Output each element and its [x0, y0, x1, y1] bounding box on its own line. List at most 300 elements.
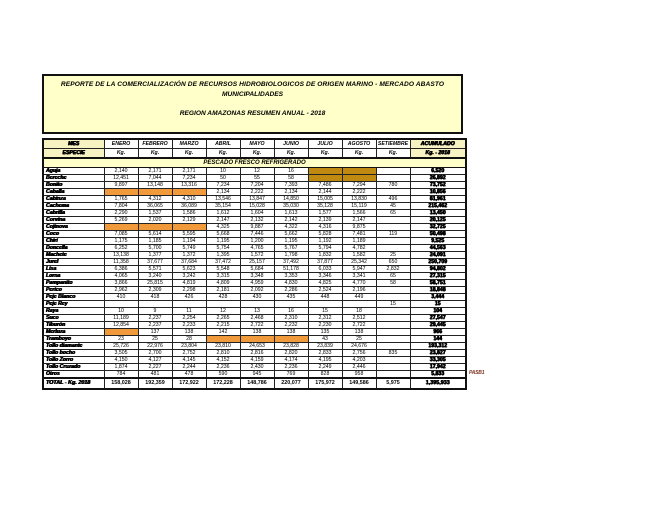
month-value-cell: 15 [308, 308, 342, 315]
table-row [43, 294, 466, 301]
month-value-cell: 1,612 [206, 210, 240, 217]
month-value-cell: 430 [240, 294, 274, 301]
month-value-cell: 2,756 [342, 350, 376, 357]
accumulated-cell: 215,462 [410, 203, 466, 210]
report-title-line1: REPORTE DE LA COMERCIALIZACIÓN DE RECURSOS HIDROBIOLOGICOS DE ORIGEN MARINO - MERCADO ABASTO [60, 81, 445, 88]
month-value-cell: 4,830 [274, 280, 308, 287]
species-cell: Peje Rey [43, 301, 104, 308]
month-value-cell: 2,810 [206, 350, 240, 357]
month-value-cell: 449 [342, 294, 376, 301]
month-value-cell: 9,887 [240, 224, 274, 231]
report-title-box [42, 74, 463, 134]
month-value-cell: 2,236 [274, 364, 308, 371]
month-value-cell: 50 [206, 175, 240, 182]
accumulated-cell: 13,450 [410, 210, 466, 217]
total-month-cell: 158,028 [104, 378, 138, 389]
section-header-row [43, 158, 466, 168]
species-cell: Peje Blanco [43, 294, 104, 301]
month-value-cell: 23,810 [206, 343, 240, 350]
table-row [43, 231, 466, 238]
accumulated-cell: 81,961 [410, 196, 466, 203]
month-value-cell: 2,139 [308, 217, 342, 224]
month-value-cell: 3,341 [342, 273, 376, 280]
month-value-cell: 2,820 [274, 350, 308, 357]
species-cell: Doncella [43, 245, 104, 252]
table-row [43, 322, 466, 329]
unit-header: Kg. [274, 149, 308, 159]
month-value-cell: 2,832 [376, 266, 410, 273]
month-value-cell [376, 238, 410, 245]
column-header: ACUMULADO [410, 139, 466, 149]
month-value-cell: 1,604 [240, 210, 274, 217]
month-value-cell [376, 322, 410, 329]
month-value-cell: 1,572 [240, 252, 274, 259]
species-cell: Tollo bocho [43, 350, 104, 357]
month-value-cell: 2,233 [172, 322, 206, 329]
month-value-cell: 4,159 [240, 357, 274, 364]
month-value-cell: 2,092 [240, 287, 274, 294]
month-value-cell: 35,030 [274, 203, 308, 210]
accumulated-cell: 50,498 [410, 231, 466, 238]
unit-header: Kg. [104, 149, 138, 159]
species-cell: Tiburón [43, 322, 104, 329]
month-value-cell: 2,171 [172, 168, 206, 175]
month-value-cell: 410 [104, 294, 138, 301]
month-value-cell: 16 [274, 168, 308, 175]
month-value-cell: 37,877 [308, 259, 342, 266]
unit-header: Kg. [240, 149, 274, 159]
month-value-cell: 1,192 [308, 238, 342, 245]
month-value-cell: 2,700 [138, 350, 172, 357]
header-row-units [43, 149, 466, 159]
month-value-cell [104, 189, 138, 196]
species-cell: Tollo Zorro [43, 357, 104, 364]
month-value-cell: 5,548 [206, 266, 240, 273]
month-value-cell: 1,377 [138, 252, 172, 259]
month-value-cell: 1,798 [274, 252, 308, 259]
month-value-cell: 15 [376, 301, 410, 308]
month-value-cell: 6,386 [104, 266, 138, 273]
species-cell: Lorna [43, 273, 104, 280]
month-value-cell: 4,765 [240, 245, 274, 252]
month-value-cell: 5,595 [172, 231, 206, 238]
month-value-cell [376, 343, 410, 350]
month-value-cell: 835 [376, 350, 410, 357]
month-value-cell: 51,178 [274, 266, 308, 273]
month-value-cell: 496 [376, 196, 410, 203]
species-cell: Tramboyo [43, 336, 104, 343]
total-month-cell: 172,922 [172, 378, 206, 389]
month-value-cell: 2,134 [274, 189, 308, 196]
section-header: PESCADO FRESCO REFRIGERADO [43, 158, 466, 168]
table-row [43, 224, 466, 231]
species-cell: Perico [43, 287, 104, 294]
total-label: TOTAL - Kg. 2018 [43, 378, 104, 389]
month-value-cell: 9,897 [104, 182, 138, 189]
species-cell: Machete [43, 252, 104, 259]
accumulated-cell: 9,525 [410, 238, 466, 245]
species-cell: Tollo diamante [43, 343, 104, 350]
month-value-cell: 2,254 [172, 315, 206, 322]
month-value-cell: 25 [376, 252, 410, 259]
species-cell: Tollo Cruzado [43, 364, 104, 371]
month-value-cell [274, 336, 308, 343]
month-value-cell: 3,866 [104, 280, 138, 287]
month-value-cell: 2,196 [342, 287, 376, 294]
table-row [43, 343, 466, 350]
table-row [43, 266, 466, 273]
month-value-cell: 2,309 [138, 287, 172, 294]
accumulated-cell: 193,312 [410, 343, 466, 350]
month-value-cell: 3,505 [104, 350, 138, 357]
total-month-cell: 149,586 [342, 378, 376, 389]
unit-header: Kg. [308, 149, 342, 159]
total-month-cell: 175,972 [308, 378, 342, 389]
month-value-cell: 5,767 [274, 245, 308, 252]
month-value-cell: 1,194 [172, 238, 206, 245]
species-cell: Merluza [43, 329, 104, 336]
month-value-cell: 7,294 [342, 182, 376, 189]
month-value-cell: 58 [274, 175, 308, 182]
table-row [43, 364, 466, 371]
column-header: MAYO [240, 139, 274, 149]
month-value-cell: 16 [274, 308, 308, 315]
month-value-cell: 1,832 [308, 252, 342, 259]
month-value-cell [376, 315, 410, 322]
month-value-cell: 2,237 [138, 315, 172, 322]
month-value-cell: 1,200 [240, 238, 274, 245]
species-cell: Cabinza [43, 196, 104, 203]
month-value-cell: 945 [240, 371, 274, 379]
month-value-cell: 12,451 [104, 175, 138, 182]
table-row [43, 301, 466, 308]
month-value-cell [172, 301, 206, 308]
species-cell: Aguja [43, 168, 104, 175]
month-value-cell [376, 217, 410, 224]
species-cell: Otros [43, 371, 104, 379]
month-value-cell: 3,240 [138, 273, 172, 280]
month-value-cell: 4,825 [308, 280, 342, 287]
month-value-cell: 13,830 [342, 196, 376, 203]
month-value-cell: 35,154 [206, 203, 240, 210]
unit-header: Kg. [138, 149, 172, 159]
month-value-cell: 13,138 [104, 252, 138, 259]
month-value-cell: 5,684 [240, 266, 274, 273]
accumulated-cell: 104 [410, 308, 466, 315]
accumulated-cell: 3,444 [410, 294, 466, 301]
month-value-cell: 37,492 [274, 259, 308, 266]
month-value-cell: 23,839 [308, 343, 342, 350]
month-value-cell [138, 301, 172, 308]
month-value-cell: 3,315 [206, 273, 240, 280]
species-cell: Raya [43, 308, 104, 315]
accumulated-cell: 15 [410, 301, 466, 308]
accumulated-cell: 27,547 [410, 315, 466, 322]
accumulated-cell: 18,848 [410, 287, 466, 294]
month-value-cell: 12,854 [104, 322, 138, 329]
month-value-cell [376, 224, 410, 231]
month-value-cell [376, 329, 410, 336]
month-value-cell: 37,472 [206, 259, 240, 266]
month-value-cell: 10 [104, 308, 138, 315]
month-value-cell: 2,286 [274, 287, 308, 294]
month-value-cell [308, 301, 342, 308]
month-value-cell: 15,028 [240, 203, 274, 210]
table-row [43, 217, 466, 224]
unit-header: Kg. [376, 149, 410, 159]
month-value-cell: 2,816 [240, 350, 274, 357]
month-value-cell: 23 [104, 336, 138, 343]
unit-header: ESPECIE [43, 149, 104, 159]
accumulated-cell: 24,091 [410, 252, 466, 259]
table-row [43, 273, 466, 280]
month-value-cell: 1,577 [308, 210, 342, 217]
table-row [43, 238, 466, 245]
month-value-cell [376, 168, 410, 175]
month-value-cell: 2,232 [274, 322, 308, 329]
month-value-cell [138, 224, 172, 231]
month-value-cell: 18 [342, 308, 376, 315]
month-value-cell: 1,765 [104, 196, 138, 203]
month-value-cell: 4,959 [240, 280, 274, 287]
accumulated-cell: 33,305 [410, 357, 466, 364]
month-value-cell: 12 [240, 168, 274, 175]
table-row [43, 371, 466, 379]
month-value-cell [104, 329, 138, 336]
species-cell: Corvina [43, 217, 104, 224]
table-row [43, 308, 466, 315]
unit-header: Kg. [172, 149, 206, 159]
month-value-cell: 7,393 [274, 182, 308, 189]
month-value-cell: 2,222 [342, 189, 376, 196]
month-value-cell: 13,148 [138, 182, 172, 189]
month-value-cell [376, 371, 410, 379]
month-value-cell: 418 [138, 294, 172, 301]
month-value-cell: 1,613 [274, 210, 308, 217]
month-value-cell: 2,171 [138, 168, 172, 175]
table-row [43, 245, 466, 252]
month-value-cell [240, 301, 274, 308]
month-value-cell: 43 [308, 336, 342, 343]
species-cell: Coco [43, 231, 104, 238]
species-cell: Lisa [43, 266, 104, 273]
month-value-cell: 6,033 [308, 266, 342, 273]
month-value-cell: 2,430 [240, 364, 274, 371]
month-value-cell: 650 [376, 259, 410, 266]
month-value-cell: 4,152 [206, 357, 240, 364]
total-month-cell: 5,975 [376, 378, 410, 389]
month-value-cell: 5,754 [206, 245, 240, 252]
month-value-cell: 138 [274, 329, 308, 336]
month-value-cell: 3,242 [172, 273, 206, 280]
total-month-cell: 172,228 [206, 378, 240, 389]
month-value-cell [376, 287, 410, 294]
month-value-cell [376, 336, 410, 343]
month-value-cell: 35,128 [308, 203, 342, 210]
month-value-cell: 1,175 [104, 238, 138, 245]
month-value-cell: 2,312 [308, 315, 342, 322]
month-value-cell: 426 [172, 294, 206, 301]
month-value-cell: 119 [376, 231, 410, 238]
month-value-cell: 2,310 [274, 315, 308, 322]
month-value-cell [240, 336, 274, 343]
accumulated-cell: 26,892 [410, 175, 466, 182]
month-value-cell: 2,962 [104, 287, 138, 294]
month-value-cell: 7,085 [104, 231, 138, 238]
month-value-cell: 2,290 [104, 210, 138, 217]
month-value-cell: 5,623 [172, 266, 206, 273]
month-value-cell: 1,582 [342, 252, 376, 259]
month-value-cell: 25,815 [138, 280, 172, 287]
month-value-cell [104, 301, 138, 308]
accumulated-cell: 44,563 [410, 245, 466, 252]
month-value-cell: 7,481 [342, 231, 376, 238]
month-value-cell: 25,157 [240, 259, 274, 266]
column-header: ENERO [104, 139, 138, 149]
species-cell: Cachema [43, 203, 104, 210]
month-value-cell: 2,222 [240, 189, 274, 196]
month-value-cell: 2,227 [138, 364, 172, 371]
table-row [43, 287, 466, 294]
month-value-cell: 2,230 [308, 322, 342, 329]
month-value-cell: 2,468 [240, 315, 274, 322]
month-value-cell: 138 [172, 329, 206, 336]
total-month-cell: 192,359 [138, 378, 172, 389]
month-value-cell [342, 168, 376, 175]
column-header: AGOSTO [342, 139, 376, 149]
month-value-cell: 4,316 [308, 224, 342, 231]
month-value-cell [376, 245, 410, 252]
accumulated-cell: 17,942 [410, 364, 466, 371]
column-header: JULIO [308, 139, 342, 149]
month-value-cell: 138 [342, 329, 376, 336]
month-value-cell: 2,833 [308, 350, 342, 357]
total-month-cell: 220,077 [274, 378, 308, 389]
month-value-cell: 5,794 [308, 245, 342, 252]
month-value-cell: 24,653 [240, 343, 274, 350]
month-value-cell: 25,342 [342, 259, 376, 266]
month-value-cell: 3,348 [240, 273, 274, 280]
column-header: ABRIL [206, 139, 240, 149]
month-value-cell [308, 168, 342, 175]
month-value-cell: 2,147 [342, 217, 376, 224]
month-value-cell: 28 [172, 336, 206, 343]
month-value-cell: 65 [376, 273, 410, 280]
month-value-cell: 2,752 [172, 350, 206, 357]
month-value-cell: 4,782 [342, 245, 376, 252]
month-value-cell: 784 [104, 371, 138, 379]
month-value-cell: 2,298 [172, 287, 206, 294]
table-row [43, 280, 466, 287]
month-value-cell: 25,726 [104, 343, 138, 350]
month-value-cell: 7,234 [206, 182, 240, 189]
month-value-cell: 10 [206, 168, 240, 175]
month-value-cell: 1,537 [138, 210, 172, 217]
month-value-cell: 5,614 [138, 231, 172, 238]
accumulated-cell: 10,856 [410, 189, 466, 196]
total-month-cell: 148,786 [240, 378, 274, 389]
month-value-cell: 448 [308, 294, 342, 301]
accumulated-cell: 23,827 [410, 350, 466, 357]
month-value-cell: 2,140 [104, 168, 138, 175]
table-row [43, 315, 466, 322]
unit-header: Kg. [342, 149, 376, 159]
table-row [43, 252, 466, 259]
month-value-cell: 36,065 [138, 203, 172, 210]
total-row [43, 378, 466, 389]
month-value-cell: 137 [138, 329, 172, 336]
table-row [43, 168, 466, 175]
month-value-cell: 2,147 [206, 217, 240, 224]
unit-header: Kg. - 2018 [410, 149, 466, 159]
month-value-cell: 15,005 [308, 196, 342, 203]
table-row [43, 357, 466, 364]
month-value-cell: 2,722 [240, 322, 274, 329]
accumulated-cell: 32,725 [410, 224, 466, 231]
month-value-cell: 13,316 [172, 182, 206, 189]
month-value-cell: 780 [376, 182, 410, 189]
month-value-cell: 4,127 [138, 357, 172, 364]
accumulated-cell: 6,520 [410, 168, 466, 175]
commercialization-table [42, 138, 467, 390]
month-value-cell: 15,119 [342, 203, 376, 210]
month-value-cell: 9 [138, 308, 172, 315]
month-value-cell: 428 [206, 294, 240, 301]
month-value-cell: 4,195 [308, 357, 342, 364]
month-value-cell [172, 224, 206, 231]
month-value-cell: 11,358 [104, 259, 138, 266]
table-row [43, 329, 466, 336]
month-value-cell [308, 175, 342, 182]
accumulated-cell: 144 [410, 336, 466, 343]
month-value-cell: 1,874 [104, 364, 138, 371]
table-row [43, 196, 466, 203]
month-value-cell: 2,722 [342, 322, 376, 329]
month-value-cell: 7,204 [240, 182, 274, 189]
species-cell: Suco [43, 315, 104, 322]
month-value-cell: 4,819 [172, 280, 206, 287]
month-value-cell: 2,142 [274, 217, 308, 224]
month-value-cell: 2,132 [240, 217, 274, 224]
month-value-cell: 4,145 [172, 357, 206, 364]
month-value-cell: 5,571 [138, 266, 172, 273]
accumulated-cell: 94,802 [410, 266, 466, 273]
month-value-cell: 11,189 [104, 315, 138, 322]
month-value-cell: 37,677 [138, 259, 172, 266]
total-accumulated-cell: 1,395,933 [410, 378, 466, 389]
month-value-cell: 13 [240, 308, 274, 315]
month-value-cell: 2,512 [342, 315, 376, 322]
month-value-cell: 13,847 [240, 196, 274, 203]
month-value-cell [376, 364, 410, 371]
month-value-cell: 5,662 [274, 231, 308, 238]
month-value-cell: 5,828 [308, 231, 342, 238]
month-value-cell: 11 [172, 308, 206, 315]
accumulated-cell: 20,125 [410, 217, 466, 224]
month-value-cell: 4,325 [206, 224, 240, 231]
species-cell: Jurel [43, 259, 104, 266]
month-value-cell: 1,395 [206, 252, 240, 259]
month-value-cell: 4,174 [274, 357, 308, 364]
month-value-cell [376, 357, 410, 364]
month-value-cell: 14,850 [274, 196, 308, 203]
month-value-cell: 4,065 [104, 273, 138, 280]
species-cell: Cojinova [43, 224, 104, 231]
table-row [43, 203, 466, 210]
month-value-cell [172, 189, 206, 196]
month-value-cell: 1,195 [274, 238, 308, 245]
month-value-cell: 65 [376, 210, 410, 217]
